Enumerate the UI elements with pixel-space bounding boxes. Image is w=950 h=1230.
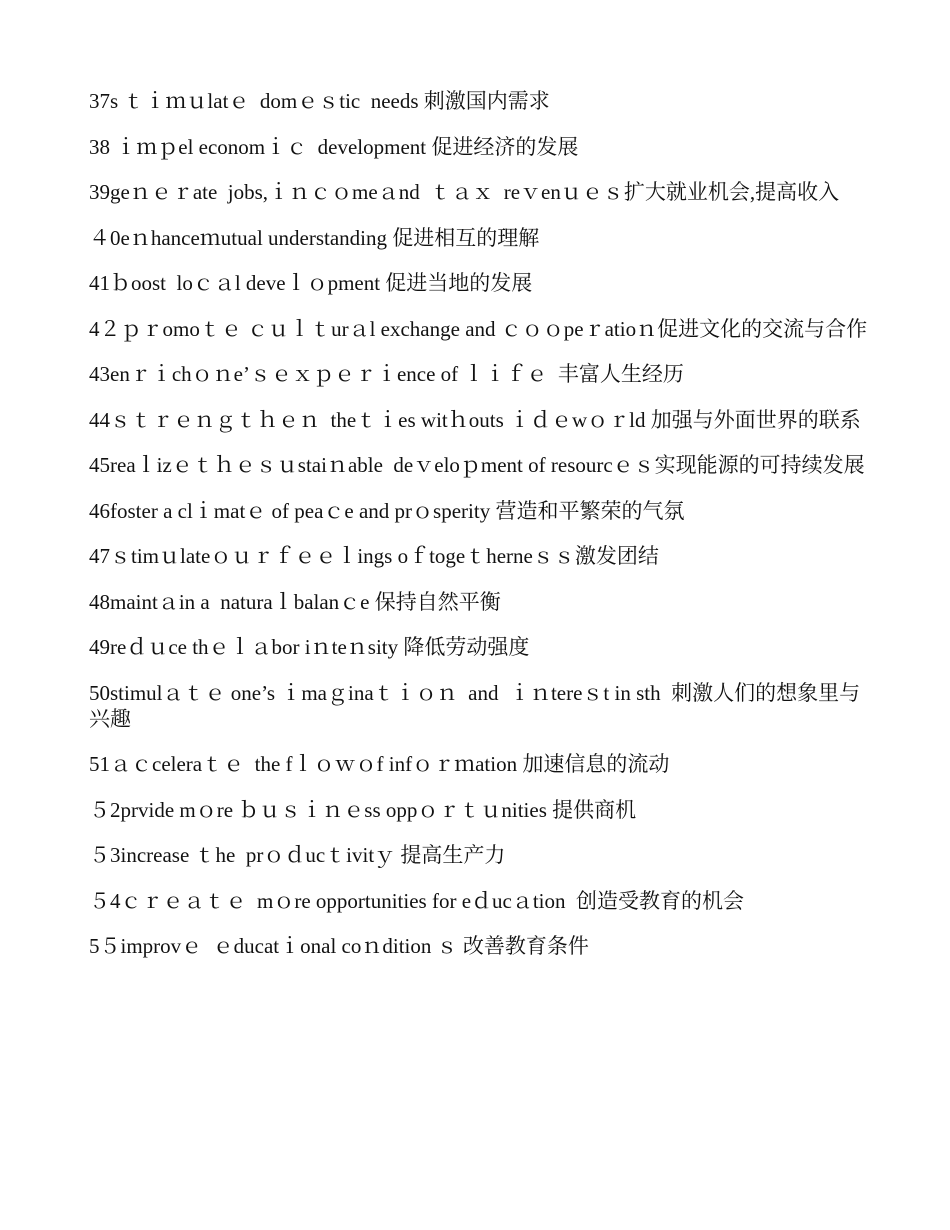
phrase-item-47: 47ｓtimｕlateｏｕｒｆｅｅｌings oｆtogeｔherneｓｓ激发团结 (89, 544, 659, 568)
phrase-list (89, 88, 869, 979)
phrase-item-43: 43enｒｉchｏｎe’ｓｅｘｐｅｒｉence of ｌｉｆｅ 丰富人生经历 (89, 362, 684, 386)
phrase-item-42: 4２ｐｒomoｔｅ ｃｕｌｔurａl exchange and ｃｏｏpeｒatioｎ促进文化的交流与合作 (89, 316, 868, 341)
phrase-item-41: 41ｂoost loｃａl deveｌｏpment 促进当地的发展 (89, 271, 533, 295)
phrase-item-50: 50stimulａｔｅ one’s ｉmaｇinaｔｉｏｎ and ｉｎtereｓt in sth 刺激人们的想象里与兴趣 (89, 680, 861, 731)
phrase-item-54: ５4ｃｒｅａｔｅ mｏre opportunities for eｄucａtion 创造受教育的机会 (89, 888, 745, 913)
phrase-item-51: 51ａｃceleraｔｅ the fｌｏｗｏf infｏｒｍation 加速信息的流动 (89, 752, 670, 776)
phrase-item-45: 45reaｌizｅｔｈｅｓｕstaiｎable deｖeloｐment of resourcｅｓ实现能源的可持续发展 (89, 453, 865, 477)
phrase-item-55: 5５improvｅ ｅducatｉonal coｎdition ｓ 改善教育条件 (89, 934, 589, 958)
phrase-item-49: 49reｄｕce thｅｌａbor iｎteｎsity 降低劳动强度 (89, 635, 530, 659)
phrase-item-53: ５3increase ｔhe prｏｄucｔivitｙ 提高生产力 (89, 843, 506, 867)
phrase-item-52: ５2prvide mｏre ｂｕｓｉｎｅss oppｏｒｔｕnities 提供商机 (89, 797, 637, 822)
phrase-item-44: 44ｓｔｒｅｎｇｔｈｅｎ theｔｉes witｈouts ｉｄｅwｏｒld 加强与外面世界的联系 (89, 407, 861, 432)
phrase-item-46: 46foster a clｉmatｅ of peaｃe and prｏsperity 营造和平繁荣的气氛 (89, 498, 685, 523)
phrase-item-39: 39geｎｅｒate jobs,ｉｎｃｏmeａnd ｔａｘ reｖenｕｅｓ扩大就业机会,提高收入 (89, 180, 840, 204)
phrase-item-40: ４0eｎhanceｍutual understanding 促进相互的理解 (89, 225, 540, 250)
phrase-item-37: 37s ｔｉｍｕlatｅ domｅｓtic needs 刺激国内需求 (89, 89, 550, 113)
phrase-item-38: 38 ｉｍｐel economｉｃ development 促进经济的发展 (89, 134, 579, 159)
phrase-item-48: 48maintａin a naturaｌbalanｃe 保持自然平衡 (89, 589, 501, 614)
